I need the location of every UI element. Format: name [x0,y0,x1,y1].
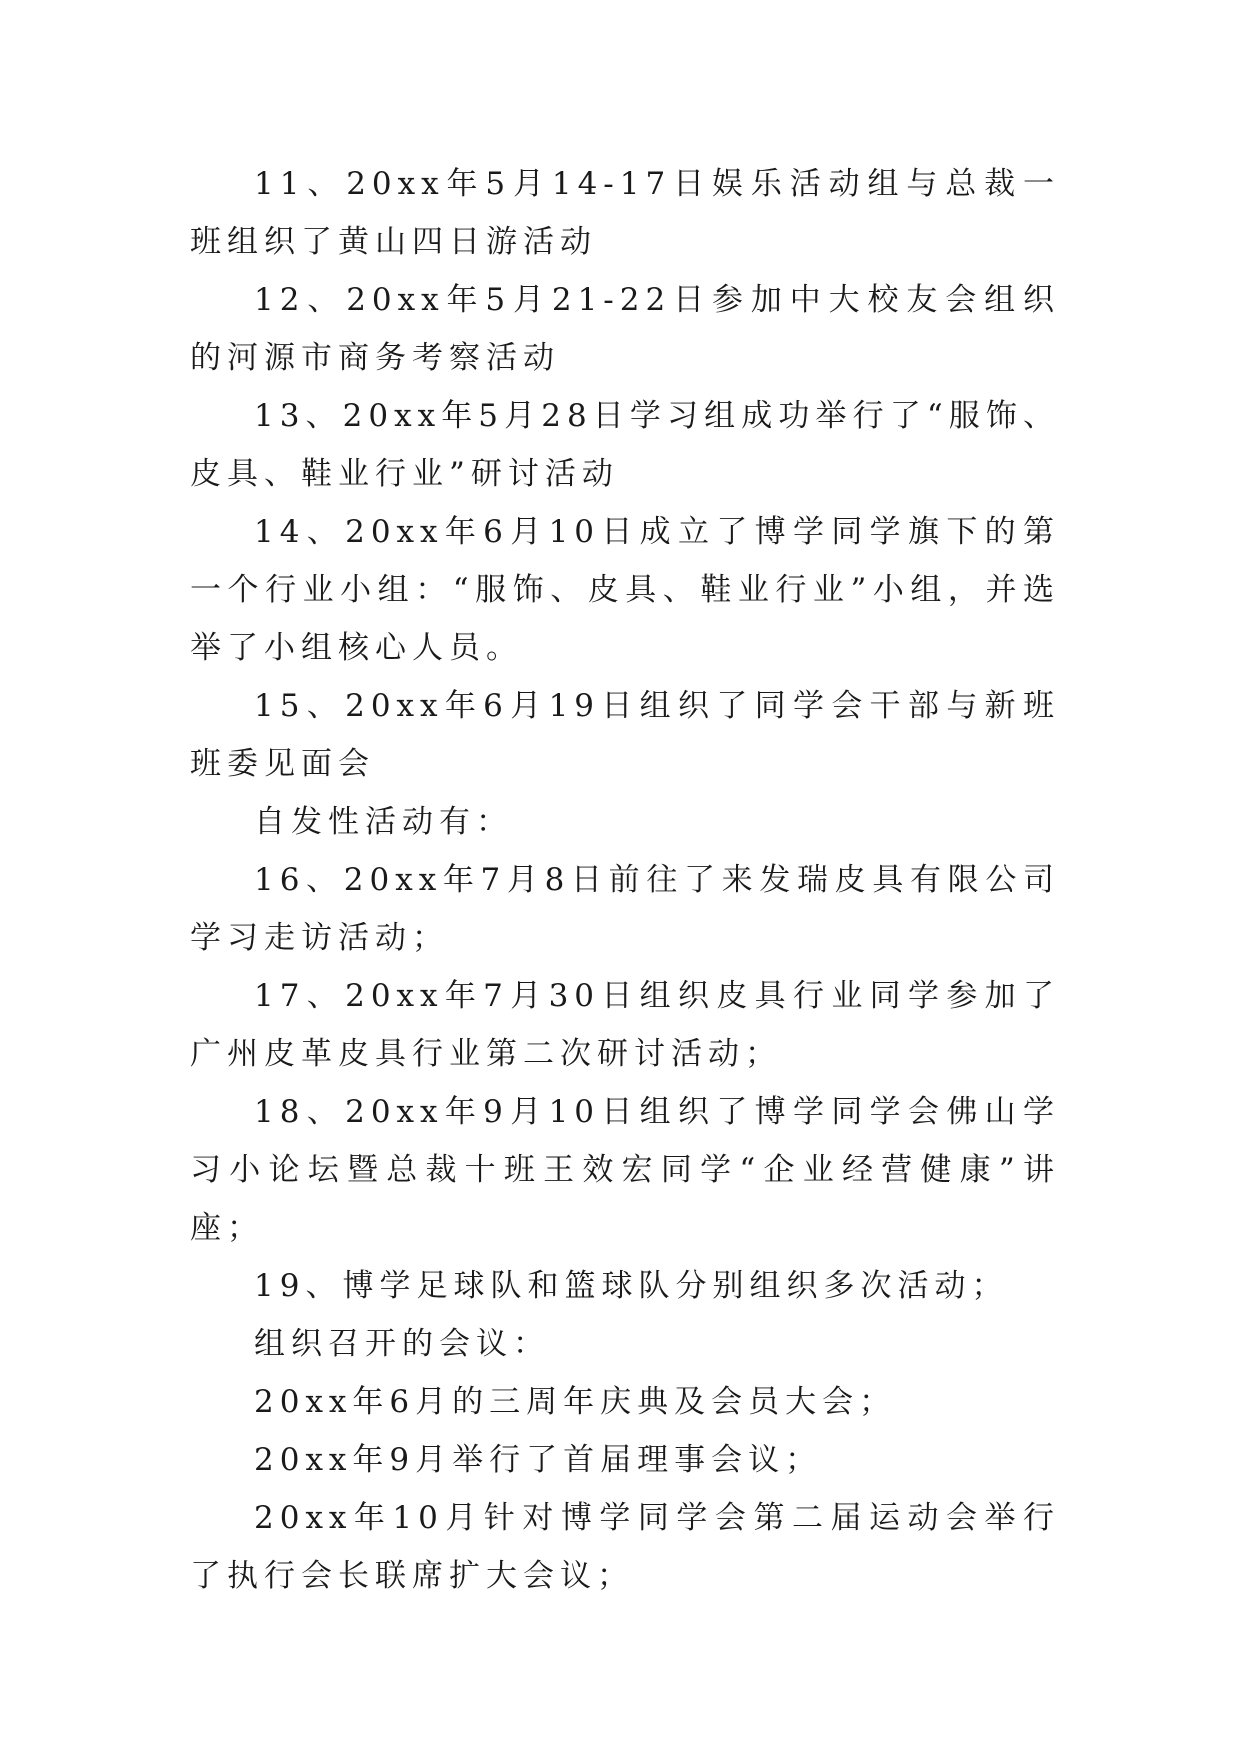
paragraph-item-13: 13、20xx年5月28日学习组成功举行了“服饰、皮具、鞋业行业”研讨活动 [190,398,1060,492]
meeting-item-3: 20xx年10月针对博学同学会第二届运动会举行了执行会长联席扩大会议； [190,1500,1060,1594]
section-heading-spontaneous-activities: 自发性活动有： [254,804,513,840]
section-heading-meetings: 组织召开的会议： [254,1326,550,1362]
meeting-item-1: 20xx年6月的三周年庆典及会员大会； [254,1384,897,1420]
paragraph-item-18: 18、20xx年9月10日组织了博学同学会佛山学习小论坛暨总裁十班王效宏同学“企业经营健康”讲座； [190,1094,1060,1246]
paragraph-item-14: 14、20xx年6月10日成立了博学同学旗下的第一个行业小组：“服饰、皮具、鞋业行业”小组，并选举了小组核心人员。 [190,514,1060,666]
meeting-item-2: 20xx年9月举行了首届理事会议； [254,1442,823,1478]
paragraph-item-12: 12、20xx年5月21-22日参加中大校友会组织的河源市商务考察活动 [190,282,1060,376]
document-body [190,155,1060,1605]
paragraph-item-15: 15、20xx年6月19日组织了同学会干部与新班班委见面会 [190,688,1060,782]
paragraph-item-16: 16、20xx年7月8日前往了来发瑞皮具有限公司学习走访活动； [190,862,1060,956]
paragraph-item-17: 17、20xx年7月30日组织皮具行业同学参加了广州皮革皮具行业第二次研讨活动； [190,978,1060,1072]
paragraph-item-19: 19、博学足球队和篮球队分别组织多次活动； [254,1268,1009,1304]
paragraph-item-11: 11、20xx年5月14-17日娱乐活动组与总裁一班组织了黄山四日游活动 [190,166,1060,260]
